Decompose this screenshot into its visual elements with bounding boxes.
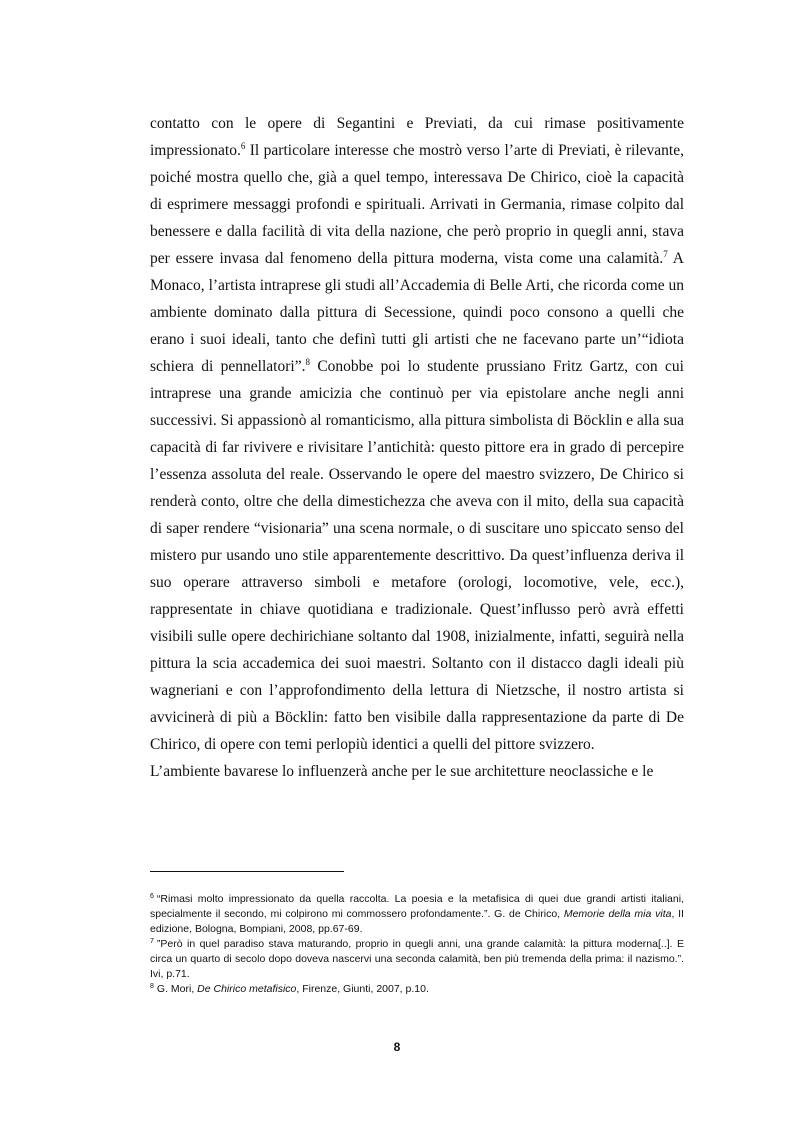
footnote-book-title: Memorie della mia vita [563, 908, 672, 920]
footnote-text: ”Però in quel paradiso stava maturando, proprio in quegli anni, una grande calamità: la pittura moderna[..]. E circa un quarto di secolo dopo doveva nascervi una seconda calamità, ben più tremenda della prima: il nazismo.”. Ivi, p.71. [150, 938, 684, 980]
footnote-text: G. Mori, [156, 983, 198, 995]
footnote-reference-8[interactable]: 8 [305, 356, 310, 367]
footnote-6 [150, 892, 684, 937]
footnote-text: “Rimasi molto impressionato da quella raccolta. La poesia e la metafisica di quei due grandi artisti italiani, specialmente il secondo, mi colpirono mi commossero profondamente.”. G. de Chirico, [150, 893, 684, 920]
footnote-separator [150, 871, 344, 872]
body-text [150, 110, 684, 785]
footnote-reference-7[interactable]: 7 [663, 248, 668, 259]
footnote-text: , II edizione, Bologna, Bompiani, 2008, pp.67-69. [150, 908, 684, 935]
footnote-7 [150, 937, 684, 982]
footnote-number: 8 [150, 982, 154, 990]
footnote-8 [150, 982, 684, 997]
footnote-number: 6 [150, 892, 154, 900]
paragraph-1 [150, 110, 684, 758]
footnote-text: , Firenze, Giunti, 2007, p.10. [296, 983, 429, 995]
text-run: Conobbe poi lo studente prussiano Fritz Gartz, con cui intraprese una grande amicizia che continuò per via epistolare anche negli anni successivi. Si appassionò al romanticismo, alla pittura simbolista di Böcklin e alla sua capacità di far rivivere e rivisitare l’antichità: questo pittore era in grado di percepire l’essenza assoluta del reale. Osservando le opere del maestro svizzero, De Chirico si renderà conto, oltre che della dimestichezza che aveva con il mito, della sua capacità di saper rendere “visionaria” una scena normale, o di suscitare uno spiccato senso del mistero pur usando uno stile apparentemente descrittivo. Da quest’influenza deriva il suo operare attraverso simboli e metafore (orologi, locomotive, vele, ecc.), rappresentate in chiave quotidiana e tradizionale. Quest’influsso però avrà effetti visibili sulle opere dechirichiane soltanto dal 1908, inizialmente, infatti, seguirà nella pittura la scia accademica dei suoi maestri. Soltanto con il distacco dagli ideali più wagneriani e con l’approfondimento della lettura di Nietzsche, il nostro artista si avvicinerà di più a Böcklin: fatto ben visibile dalla rappresentazione da parte di De Chirico, di opere con temi perlopiù identici a quelli del pittore svizzero. [150, 358, 684, 753]
text-run: contatto con le opere di Segantini e Previati, da cui rimase positivamente impressionato. [150, 115, 684, 159]
text-run: Il particolare interesse che mostrò verso l’arte di Previati, è rilevante, poiché mostra quello che, già a quel tempo, interessava De Chirico, cioè la capacità di esprimere messaggi profondi e spirituali. Arrivati in Germania, rimase colpito dal benessere e dalla facilità di vita della nazione, che però proprio in quegli anni, stava per essere invasa dal fenomeno della pittura moderna, vista come una calamità. [150, 142, 684, 267]
footnote-book-title: De Chirico metafisico [197, 983, 297, 995]
page-number: 8 [393, 1040, 401, 1054]
footnotes [150, 892, 684, 997]
footnote-number: 7 [150, 937, 154, 945]
paragraph-2 [150, 758, 684, 785]
footnote-reference-6[interactable]: 6 [240, 140, 246, 151]
text-run: L’ambiente bavarese lo influenzerà anche per le sue architetture neoclassiche e le [150, 763, 654, 780]
text-run: A Monaco, l’artista intraprese gli studi all’Accademia di Belle Arti, che ricorda come un ambiente dominato dalla pittura di Secessione, quindi poco consono a quelli che erano i suoi ideali, tanto che definì tutti gli artisti che ne facevano parte un’“idiota schiera di pennellatori”. [150, 250, 684, 375]
